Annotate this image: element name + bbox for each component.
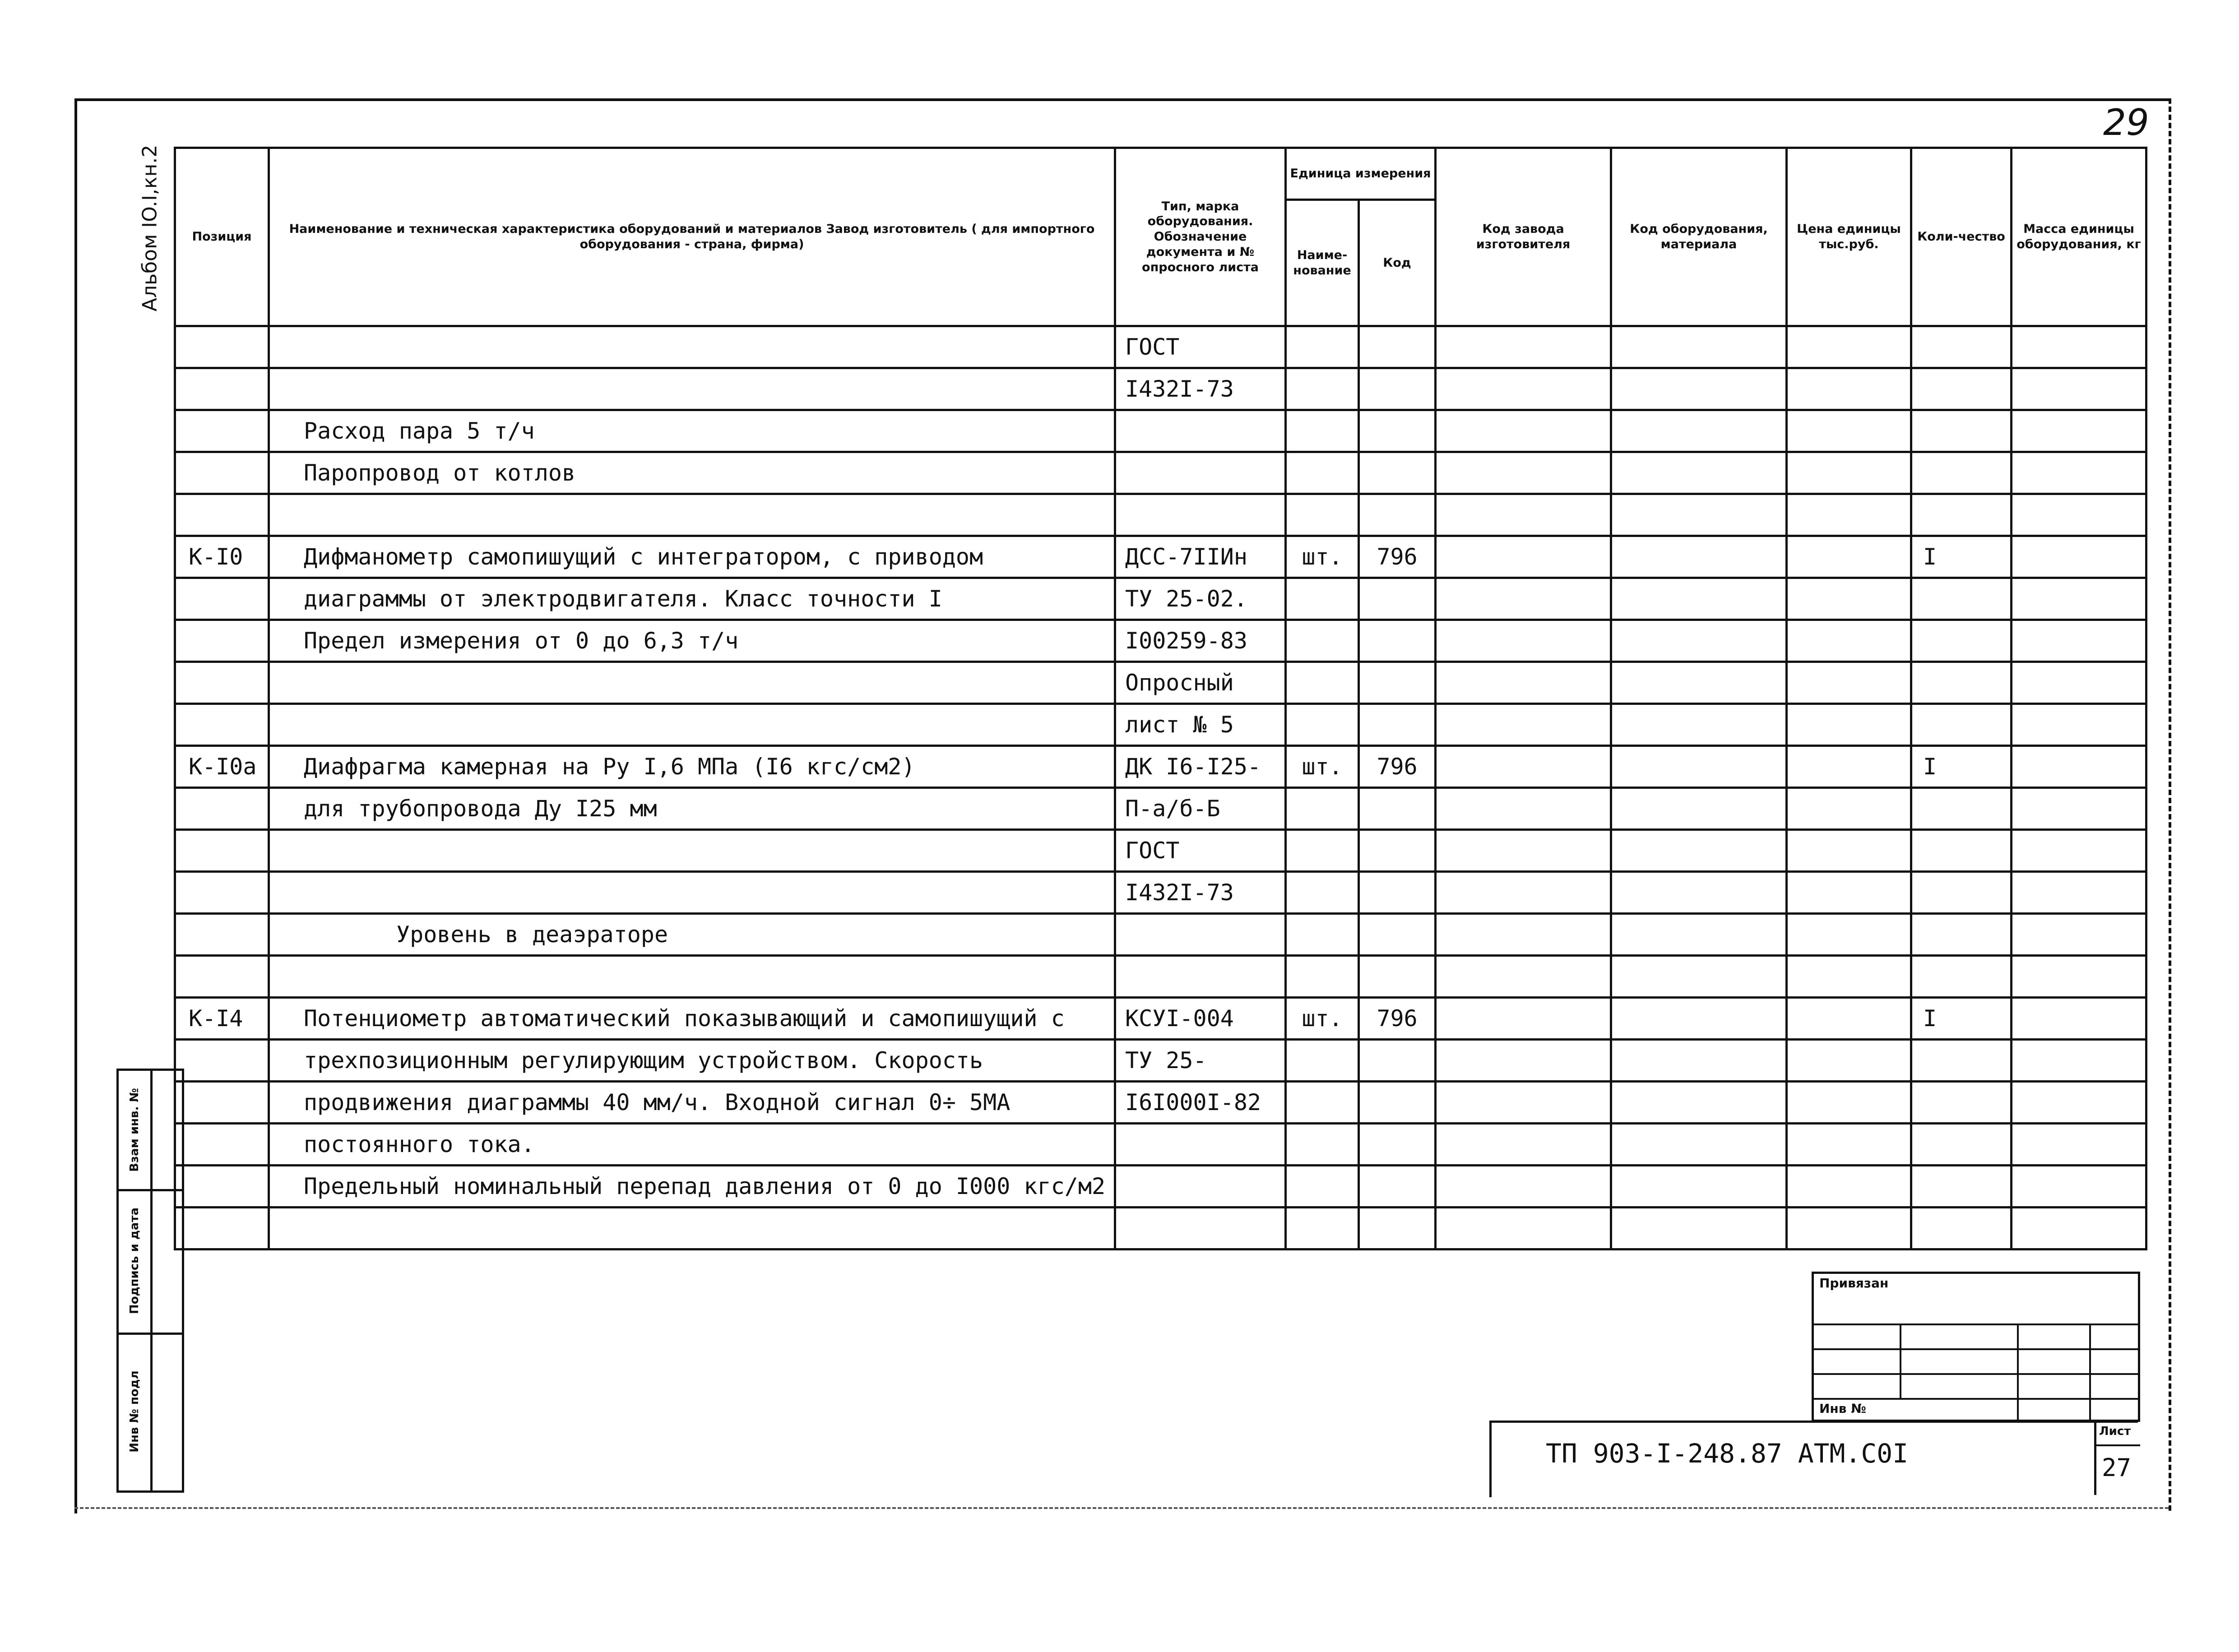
cell-name: Расход пара 5 т/ч [269,410,1115,452]
cell-name: Потенциометр автоматический показывающий и самопишущий с [269,998,1115,1040]
cell-type [1115,956,1286,998]
cell-qty [1911,704,2012,746]
cell-qty: I [1911,998,2012,1040]
cell-position [175,494,269,536]
cell-price [1787,1166,1911,1208]
cell-maker-code [1436,872,1611,914]
drawing-frame-bottom-edge [74,1507,2169,1509]
cell-maker-code [1436,410,1611,452]
side-stamp [116,1069,184,1493]
cell-unit-code [1359,620,1436,662]
cell-qty [1911,662,2012,704]
table-row [175,578,2146,620]
table-row [175,956,2146,998]
cell-unit: шт. [1286,746,1359,788]
cell-position [175,788,269,830]
cell-position [175,578,269,620]
cell-mass [2012,452,2146,494]
cell-position: К-I0 [175,536,269,578]
cell-price [1787,1040,1911,1082]
cell-qty [1911,410,2012,452]
cell-price [1787,956,1911,998]
cell-maker-code [1436,326,1611,368]
header-unit: Единица измерения [1286,148,1436,200]
cell-unit-code [1359,494,1436,536]
header-equip-code: Код оборудования, материала [1611,148,1787,326]
cell-qty [1911,1124,2012,1166]
cell-unit [1286,1166,1359,1208]
cell-equip-code [1611,368,1787,410]
cell-unit [1286,830,1359,872]
cell-equip-code [1611,788,1787,830]
title-block [1489,1421,2138,1497]
cell-name: Предельный номинальный перепад давления от 0 до I000 кгс/м2 [269,1166,1115,1208]
cell-type: ГОСТ [1115,326,1286,368]
cell-unit-code [1359,830,1436,872]
cell-unit [1286,410,1359,452]
cell-unit [1286,494,1359,536]
cell-position [175,1040,269,1082]
cell-position [175,956,269,998]
table-row [175,368,2146,410]
cell-name: продвижения диаграммы 40 мм/ч. Входной сигнал 0÷ 5МА [269,1082,1115,1124]
cell-unit [1286,956,1359,998]
cell-price [1787,620,1911,662]
cell-equip-code [1611,704,1787,746]
cell-mass [2012,1208,2146,1249]
cell-type: ТУ 25-02. [1115,578,1286,620]
cell-maker-code [1436,578,1611,620]
cell-price [1787,1082,1911,1124]
cell-equip-code [1611,1166,1787,1208]
cell-maker-code [1436,788,1611,830]
cell-unit-code: 796 [1359,536,1436,578]
cell-position [175,914,269,956]
cell-unit [1286,578,1359,620]
cell-maker-code [1436,494,1611,536]
cell-unit-code [1359,1166,1436,1208]
stamp-vline [2017,1323,2019,1420]
cell-position [175,368,269,410]
cell-qty [1911,1082,2012,1124]
cell-mass [2012,410,2146,452]
cell-type: I6I000I-82 [1115,1082,1286,1124]
privyazan-stamp [1812,1272,2140,1422]
cell-name: Паропровод от котлов [269,452,1115,494]
cell-maker-code [1436,914,1611,956]
cell-unit-code [1359,872,1436,914]
album-label [132,144,168,325]
cell-unit-code [1359,788,1436,830]
cell-type: ГОСТ [1115,830,1286,872]
cell-maker-code [1436,452,1611,494]
cell-unit-code [1359,1040,1436,1082]
cell-name [269,326,1115,368]
cell-mass [2012,914,2146,956]
cell-mass [2012,536,2146,578]
cell-name: Предел измерения от 0 до 6,3 т/ч [269,620,1115,662]
cell-name [269,704,1115,746]
cell-unit [1286,662,1359,704]
cell-unit-code [1359,578,1436,620]
cell-equip-code [1611,1082,1787,1124]
header-maker-code: Код завода изготовителя [1436,148,1611,326]
cell-qty [1911,872,2012,914]
cell-unit [1286,1124,1359,1166]
cell-price [1787,998,1911,1040]
cell-name: трехпозиционным регулирующим устройством. Скорость [269,1040,1115,1082]
drawing-frame-right-edge [2169,98,2171,1511]
cell-equip-code [1611,410,1787,452]
cell-type: КСУI-004 [1115,998,1286,1040]
cell-qty [1911,788,2012,830]
header-price: Цена единицы тыс.руб. [1787,148,1911,326]
cell-equip-code [1611,914,1787,956]
table-row [175,452,2146,494]
cell-name: Диафрагма камерная на Ру I,6 МПа (I6 кгс/см2) [269,746,1115,788]
cell-price [1787,452,1911,494]
cell-mass [2012,494,2146,536]
cell-mass [2012,1082,2146,1124]
cell-qty [1911,956,2012,998]
header-name: Наименование и техническая характеристика оборудований и материалов Завод изготовитель ( для импортного оборудования - страна, фирма) [269,148,1115,326]
cell-type: I00259-83 [1115,620,1286,662]
header-type: Тип, марка оборудования. Обозначение документа и № опросного листа [1115,148,1286,326]
cell-type: Опросный [1115,662,1286,704]
cell-qty [1911,914,2012,956]
cell-position: К-I4 [175,998,269,1040]
cell-price [1787,914,1911,956]
cell-position [175,620,269,662]
cell-mass [2012,1124,2146,1166]
cell-unit [1286,788,1359,830]
cell-price [1787,368,1911,410]
cell-qty [1911,494,2012,536]
cell-unit: шт. [1286,998,1359,1040]
table-row [175,1208,2146,1249]
cell-maker-code [1436,956,1611,998]
header-position: Позиция [175,148,269,326]
table-row [175,788,2146,830]
cell-name [269,662,1115,704]
cell-unit [1286,704,1359,746]
specification-table [174,147,2147,1250]
cell-maker-code [1436,536,1611,578]
cell-name: Уровень в деаэраторе [269,914,1115,956]
table-row [175,1166,2146,1208]
cell-equip-code [1611,956,1787,998]
cell-equip-code [1611,1040,1787,1082]
cell-equip-code [1611,998,1787,1040]
cell-unit [1286,326,1359,368]
cell-mass [2012,956,2146,998]
cell-unit-code [1359,368,1436,410]
cell-qty [1911,1208,2012,1249]
table-row [175,662,2146,704]
sheet-box-line [2096,1444,2140,1446]
cell-unit-code [1359,410,1436,452]
cell-qty [1911,578,2012,620]
cell-unit-code [1359,662,1436,704]
cell-maker-code [1436,620,1611,662]
cell-equip-code [1611,746,1787,788]
cell-qty [1911,326,2012,368]
cell-type: ТУ 25- [1115,1040,1286,1082]
cell-mass [2012,872,2146,914]
cell-name [269,956,1115,998]
cell-maker-code [1436,998,1611,1040]
side-stamp-divider [150,1071,153,1490]
cell-type [1115,1166,1286,1208]
cell-unit: шт. [1286,536,1359,578]
cell-price [1787,872,1911,914]
cell-mass [2012,998,2146,1040]
cell-type: I432I-73 [1115,872,1286,914]
cell-position: К-I0а [175,746,269,788]
cell-equip-code [1611,830,1787,872]
cell-type [1115,410,1286,452]
cell-mass [2012,746,2146,788]
header-unit-code: Код [1359,200,1436,326]
cell-equip-code [1611,1208,1787,1249]
cell-qty [1911,1040,2012,1082]
table-row [175,410,2146,452]
cell-unit-code [1359,326,1436,368]
cell-price [1787,662,1911,704]
cell-unit-code: 796 [1359,746,1436,788]
cell-position [175,1166,269,1208]
cell-maker-code [1436,1208,1611,1249]
cell-equip-code [1611,326,1787,368]
cell-position [175,326,269,368]
cell-price [1787,1124,1911,1166]
sheet-box [2094,1423,2140,1495]
cell-unit [1286,1208,1359,1249]
cell-equip-code [1611,872,1787,914]
cell-name: диаграммы от электродвигателя. Класс точности I [269,578,1115,620]
table-row [175,704,2146,746]
cell-type [1115,494,1286,536]
side-label-vzam: Взам инв. № [128,1088,141,1172]
header-qty: Коли-чество [1911,148,2012,326]
cell-equip-code [1611,452,1787,494]
cell-qty [1911,830,2012,872]
sheet-number: 27 [2102,1453,2132,1482]
table-row [175,326,2146,368]
cell-unit [1286,1040,1359,1082]
cell-unit [1286,368,1359,410]
side-label-podpis: Подпись и дата [128,1207,141,1314]
cell-name [269,872,1115,914]
cell-type [1115,1208,1286,1249]
cell-equip-code [1611,620,1787,662]
cell-unit-code [1359,1124,1436,1166]
table-row [175,1040,2146,1082]
cell-unit [1286,452,1359,494]
cell-price [1787,830,1911,872]
cell-unit-code [1359,452,1436,494]
cell-qty [1911,1166,2012,1208]
cell-maker-code [1436,662,1611,704]
inv-no-label: Инв № [1819,1401,1866,1416]
album-label-text: Альбом IO.I,кн.2 [138,144,162,312]
header-unit-name: Наиме-нование [1286,200,1359,326]
cell-position [175,704,269,746]
cell-name [269,494,1115,536]
cell-position [175,410,269,452]
table-row [175,914,2146,956]
cell-maker-code [1436,746,1611,788]
cell-unit-code [1359,956,1436,998]
cell-unit-code [1359,1082,1436,1124]
cell-equip-code [1611,662,1787,704]
table-row [175,620,2146,662]
cell-price [1787,494,1911,536]
cell-type: П-а/б-Б [1115,788,1286,830]
cell-type: I432I-73 [1115,368,1286,410]
privyazan-label: Привязан [1819,1276,1889,1291]
cell-type [1115,452,1286,494]
table-row [175,536,2146,578]
cell-mass [2012,788,2146,830]
cell-position [175,452,269,494]
cell-maker-code [1436,1124,1611,1166]
cell-unit [1286,620,1359,662]
stamp-vline [2089,1323,2091,1420]
cell-price [1787,410,1911,452]
cell-type: ДК I6-I25- [1115,746,1286,788]
cell-equip-code [1611,536,1787,578]
cell-price [1787,536,1911,578]
cell-price [1787,1208,1911,1249]
cell-price [1787,704,1911,746]
table-row [175,1124,2146,1166]
cell-mass [2012,1040,2146,1082]
cell-position [175,872,269,914]
cell-position [175,830,269,872]
cell-name: для трубопровода Ду I25 мм [269,788,1115,830]
cell-qty [1911,368,2012,410]
cell-mass [2012,326,2146,368]
cell-mass [2012,368,2146,410]
cell-qty: I [1911,746,2012,788]
cell-mass [2012,1166,2146,1208]
document-code: ТП 903-I-248.87 АТМ.С0I [1546,1438,1909,1469]
cell-position [175,1124,269,1166]
table-row [175,494,2146,536]
cell-maker-code [1436,830,1611,872]
cell-unit-code [1359,914,1436,956]
cell-price [1787,578,1911,620]
stamp-vline [1900,1323,1901,1398]
cell-equip-code [1611,494,1787,536]
cell-name [269,1208,1115,1249]
cell-unit [1286,914,1359,956]
cell-qty: I [1911,536,2012,578]
table-row [175,872,2146,914]
cell-price [1787,746,1911,788]
cell-mass [2012,704,2146,746]
cell-unit-code [1359,704,1436,746]
cell-type [1115,1124,1286,1166]
cell-unit [1286,1082,1359,1124]
cell-mass [2012,830,2146,872]
cell-unit-code [1359,1208,1436,1249]
cell-type: лист № 5 [1115,704,1286,746]
cell-maker-code [1436,1082,1611,1124]
cell-name [269,830,1115,872]
side-label-inv-podl: Инв № подл [128,1370,141,1453]
cell-maker-code [1436,704,1611,746]
cell-qty [1911,620,2012,662]
cell-name: постоянного тока. [269,1124,1115,1166]
cell-mass [2012,578,2146,620]
page-number: 29 [2103,102,2149,143]
cell-mass [2012,662,2146,704]
cell-qty [1911,452,2012,494]
table-row [175,998,2146,1040]
specification-rows [175,326,2146,1249]
cell-maker-code [1436,1040,1611,1082]
cell-equip-code [1611,578,1787,620]
cell-mass [2012,620,2146,662]
table-row [175,1082,2146,1124]
cell-maker-code [1436,1166,1611,1208]
cell-unit-code: 796 [1359,998,1436,1040]
cell-price [1787,326,1911,368]
cell-equip-code [1611,1124,1787,1166]
cell-unit [1286,872,1359,914]
table-row [175,746,2146,788]
cell-name [269,368,1115,410]
cell-type [1115,914,1286,956]
cell-price [1787,788,1911,830]
header-mass: Масса единицы оборудования, кг [2012,148,2146,326]
cell-position [175,1208,269,1249]
cell-position [175,662,269,704]
cell-name: Дифманометр самопишущий с интегратором, с приводом [269,536,1115,578]
cell-maker-code [1436,368,1611,410]
cell-position [175,1082,269,1124]
sheet-label: Лист [2099,1425,2131,1438]
cell-type: ДСС-7IIИн [1115,536,1286,578]
table-row [175,830,2146,872]
